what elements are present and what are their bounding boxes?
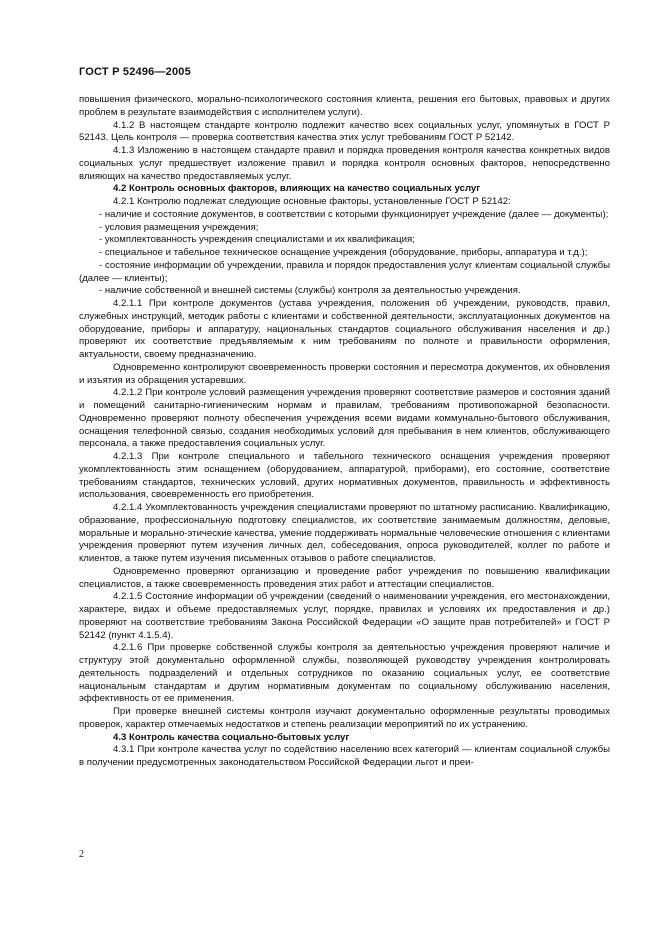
paragraph: 4.2.1.5 Состояние информации об учреждении (сведений о наименовании учреждения, его местонахождении, характере, видах и объеме предоставляемых услуг, порядке, правилах и условиях их предоставления и др.) проверяют на соответствие требованиям Закона Российской Федерации «О защите прав потребителей» и ГОСТ Р 52142 (пункт 4.1.5.4). (79, 591, 610, 641)
paragraph: 4.1.3 Изложению в настоящем стандарте правил и порядка проведения контроля качества конкретных видов социальных услуг предшествует изложение правил и порядка контроля основных факторов, непосредственно влияющих на качество предоставляемых услуг. (79, 145, 610, 182)
paragraph: - укомплектованность учреждения специалистами и их квалификация; (99, 234, 415, 246)
paragraph: 4.2.1.6 При проверке собственной службы контроля за деятельностью учреждения проверяют наличие и структуру этой документально оформленной службы, позволяющей руководству учреждения контролировать деятельность подразделений и отдельных сотрудников по оказанию социальных услуг, ее соответствие национальным стандартам и другим нормативным документам по социальному обслуживанию населения, эффективность от ее применения. (79, 642, 610, 705)
page-number: 2 (79, 849, 84, 860)
paragraph: 4.2.1.2 При контроле условий размещения учреждения проверяют соответствие размеров и состояния зданий и помещений санитарно-гигиеническим нормам и правилам, требованиям противопожарной безопасности. Одновременно проверяют полноту обеспечения учреждения всеми видами коммунально-бытового обслуживания, оснащения телефонной связью, создания необходимых условий для пребывания в нем клиентов, обслуживающего персонала, а также предоставления социальных услуг. (79, 387, 610, 450)
paragraph: 4.3.1 При контроле качества услуг по содействию населению всех категорий — клиентам социальной службы в получении предусмотренных законодательством Российской Федерации льгот и преи- (79, 744, 610, 768)
paragraph: Одновременно проверяют организацию и проведение работ учреждения по повышению квалификации специалистов, а также своевременность проведения этих работ и аттестации специалистов. (79, 565, 610, 590)
document-header: ГОСТ Р 52496—2005 (79, 66, 191, 78)
paragraph: 4.2.1.4 Укомплектованность учреждения специалистами проверяют по штатному расписанию. Квалификацию, образование, профессиональную подготовку специалистов, их соответствие занимаемым должностям, деловые, моральные и морально-этические качества, умение поддерживать нормальные человеческие отношения с клиентами учреждения проверяют путем изучения личных дел, собеседования, опроса руководителей, коллег по работе и клиентов, а также путем изучения письменных отзывов о работе специалистов. (79, 502, 610, 564)
section-heading: 4.3 Контроль качества социально-бытовых услуг (113, 731, 350, 743)
paragraph: Одновременно контролируют своевременность проверки состояния и пересмотра документов, их обновления и изъятия из обращения устаревших. (79, 361, 610, 386)
paragraph: - состояние информации об учреждении, правила и порядок предоставления услуг клиентам социальной службы (далее — клиенты); (79, 259, 610, 284)
paragraph: повышения физического, морально-психологического состояния клиента, решения его бытовых, правовых и других проблем в результате взаимодействия с исполнителем услуги). (79, 94, 610, 118)
paragraph: При проверке внешней системы контроля изучают документально оформленные результаты проводимых проверок, характер отмечаемых недостатков и степень реализации мероприятий по их устранению. (79, 706, 610, 730)
paragraph: - специальное и табельное техническое оснащение учреждения (оборудование, приборы, аппаратура и т.д.); (99, 247, 588, 258)
paragraph: 4.1.2 В настоящем стандарте контролю подлежит качество всех социальных услуг, упомянутых в ГОСТ Р 52143. Цель контроля — проверка соответствия качества этих услуг требованиям ГОСТ Р 52142. (79, 119, 610, 144)
paragraph: - наличие и состояние документов, в соответствии с которыми функционирует учреждение (далее — документы); (99, 208, 609, 220)
document-body (79, 94, 610, 770)
paragraph: 4.2.1.3 При контроле специального и табельного технического оснащения учреждения проверяют укомплектованность этим оснащением (оборудованием, аппаратурой, приборами), его состояние, соответствие требованиям стандартов, технических условий, других нормативных документов, правильность и эффективность использования, своевременность его приобретения. (79, 451, 610, 501)
section-heading: 4.2 Контроль основных факторов, влияющих на качество социальных услуг (113, 183, 481, 195)
paragraph: 4.2.1 Контролю подлежат следующие основные факторы, установленные ГОСТ Р 52142: (113, 196, 511, 207)
paragraph: - наличие собственной и внешней системы (службы) контроля за деятельностью учреждения. (99, 285, 521, 297)
paragraph: 4.2.1.1 При контроле документов (устава учреждения, положения об учреждении, руководств, правил, служебных инструкций, методик работы с клиентами и собственной деятельности, эксплуатационных документов на оборудование, приборы и аппаратуру, национальных стандартов социального обслуживания населения и др.) проверяют их соответствие предъявляемым к ним требованиям по полноте и правильности оформления, актуальности, своему предназначению. (79, 298, 610, 360)
paragraph: - условия размещения учреждения; (99, 221, 259, 233)
